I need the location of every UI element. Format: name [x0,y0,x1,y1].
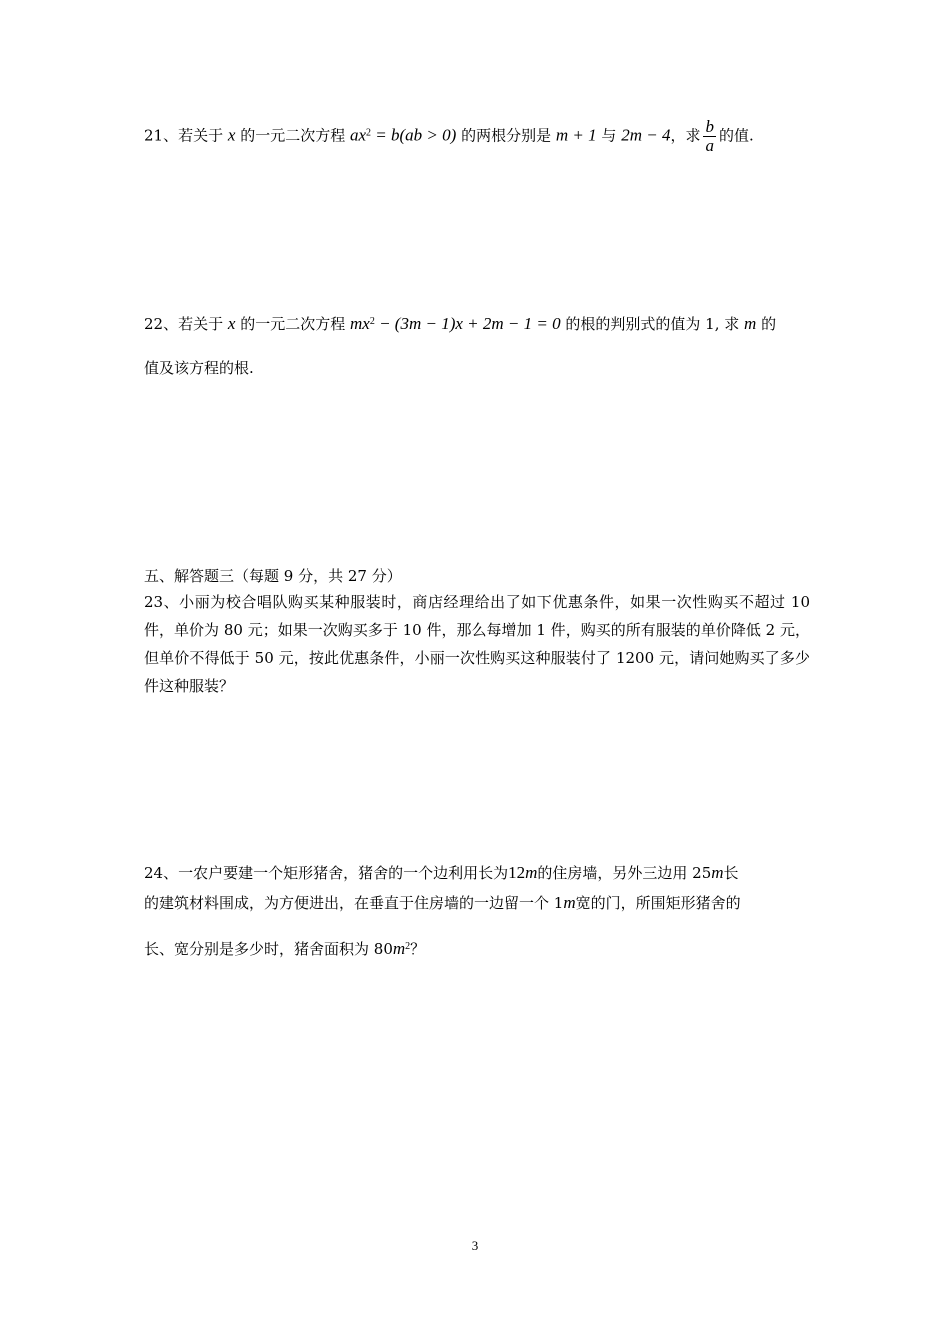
q22-text-1: 的一元二次方程 [240,315,346,333]
q22-text-3: 的 [761,315,777,333]
q24-text-6: 长、宽分别是多少时，猪舍面积为 80 [144,940,393,958]
q22-var-m: m [744,314,757,333]
q21-equation-left: ax [350,125,367,145]
q21-text-4: ，求 [670,126,701,145]
question-23: 23、小丽为校合唱队购买某种服装时，商店经理给出了如下优惠条件，如果一次性购买不超过 10 件，单价为 80 元；如果一次购买多于 10 件，那么每增加 1 件，购买的所有服装的单价降低 2 元，但单价不得低于 50 元，按此优惠条件，小丽一次性购买这种服装付了 1200 元，请问她购买了多少件这种服装？ [144,593,810,695]
q22-square: 2 [369,316,375,327]
q21-var-x: x [227,125,236,145]
q22-var-x: x [227,314,236,333]
q21-prefix: 21、若关于 [144,126,224,145]
q22-equation-right: − (3m − 1)x + 2m − 1 = 0 [374,314,561,333]
q21-text-2: 的两根分别是 [461,126,552,145]
q21-root-2: 2m − 4 [621,125,671,145]
q24-wall-length: 12 [508,863,526,882]
page-number: 3 [471,1238,479,1253]
q21-fraction-numerator: b [705,117,714,136]
q24-text-5: 宽的门，所围矩形猪舍的 [575,894,741,912]
q24-unit-m-4: m [392,939,406,958]
q24-unit-m-2: m [711,863,724,882]
q24-line-2 [144,888,810,918]
q21-equation-right: = b(ab > 0) [371,125,457,145]
q24-text-1: 24、一农户要建一个矩形猪舍，猪舍的一个边利用长为 [144,864,509,882]
q22-line-1 [144,300,810,346]
q24-unit-m-3: m [563,893,576,912]
q21-fraction [703,118,716,155]
q21-square: 2 [366,127,372,139]
q24-text-4: 的建筑材料围成，为方便进出，在垂直于住房墙的一边留一个 1 [144,894,564,912]
q21-text-1: 的一元二次方程 [240,126,346,145]
q22-prefix: 22、若关于 [144,315,224,333]
question-22 [144,300,810,390]
section-5-heading: 五、解答题三（每题 9 分，共 27 分） [144,567,402,585]
q24-square: 2 [405,941,411,952]
q21-text-3: 与 [601,126,617,145]
question-21 [144,118,810,155]
q24-text-2: 的住房墙，另外三边用 25 [537,864,712,882]
q24-line-3 [144,932,810,964]
q21-fraction-denominator: a [705,136,714,155]
q21-root-1: m + 1 [555,125,597,145]
question-24 [144,858,810,964]
q24-text-3: 长 [723,864,739,882]
q24-text-7: ？ [410,940,426,958]
q21-text-5: 的值. [718,126,754,145]
q24-unit-m: m [525,863,538,882]
q24-line-1 [144,858,810,888]
q22-text-2: 的根的判别式的值为 1, 求 [565,315,740,333]
q22-line-2: 值及该方程的根. [144,359,254,377]
q22-equation-left: mx [350,314,370,333]
